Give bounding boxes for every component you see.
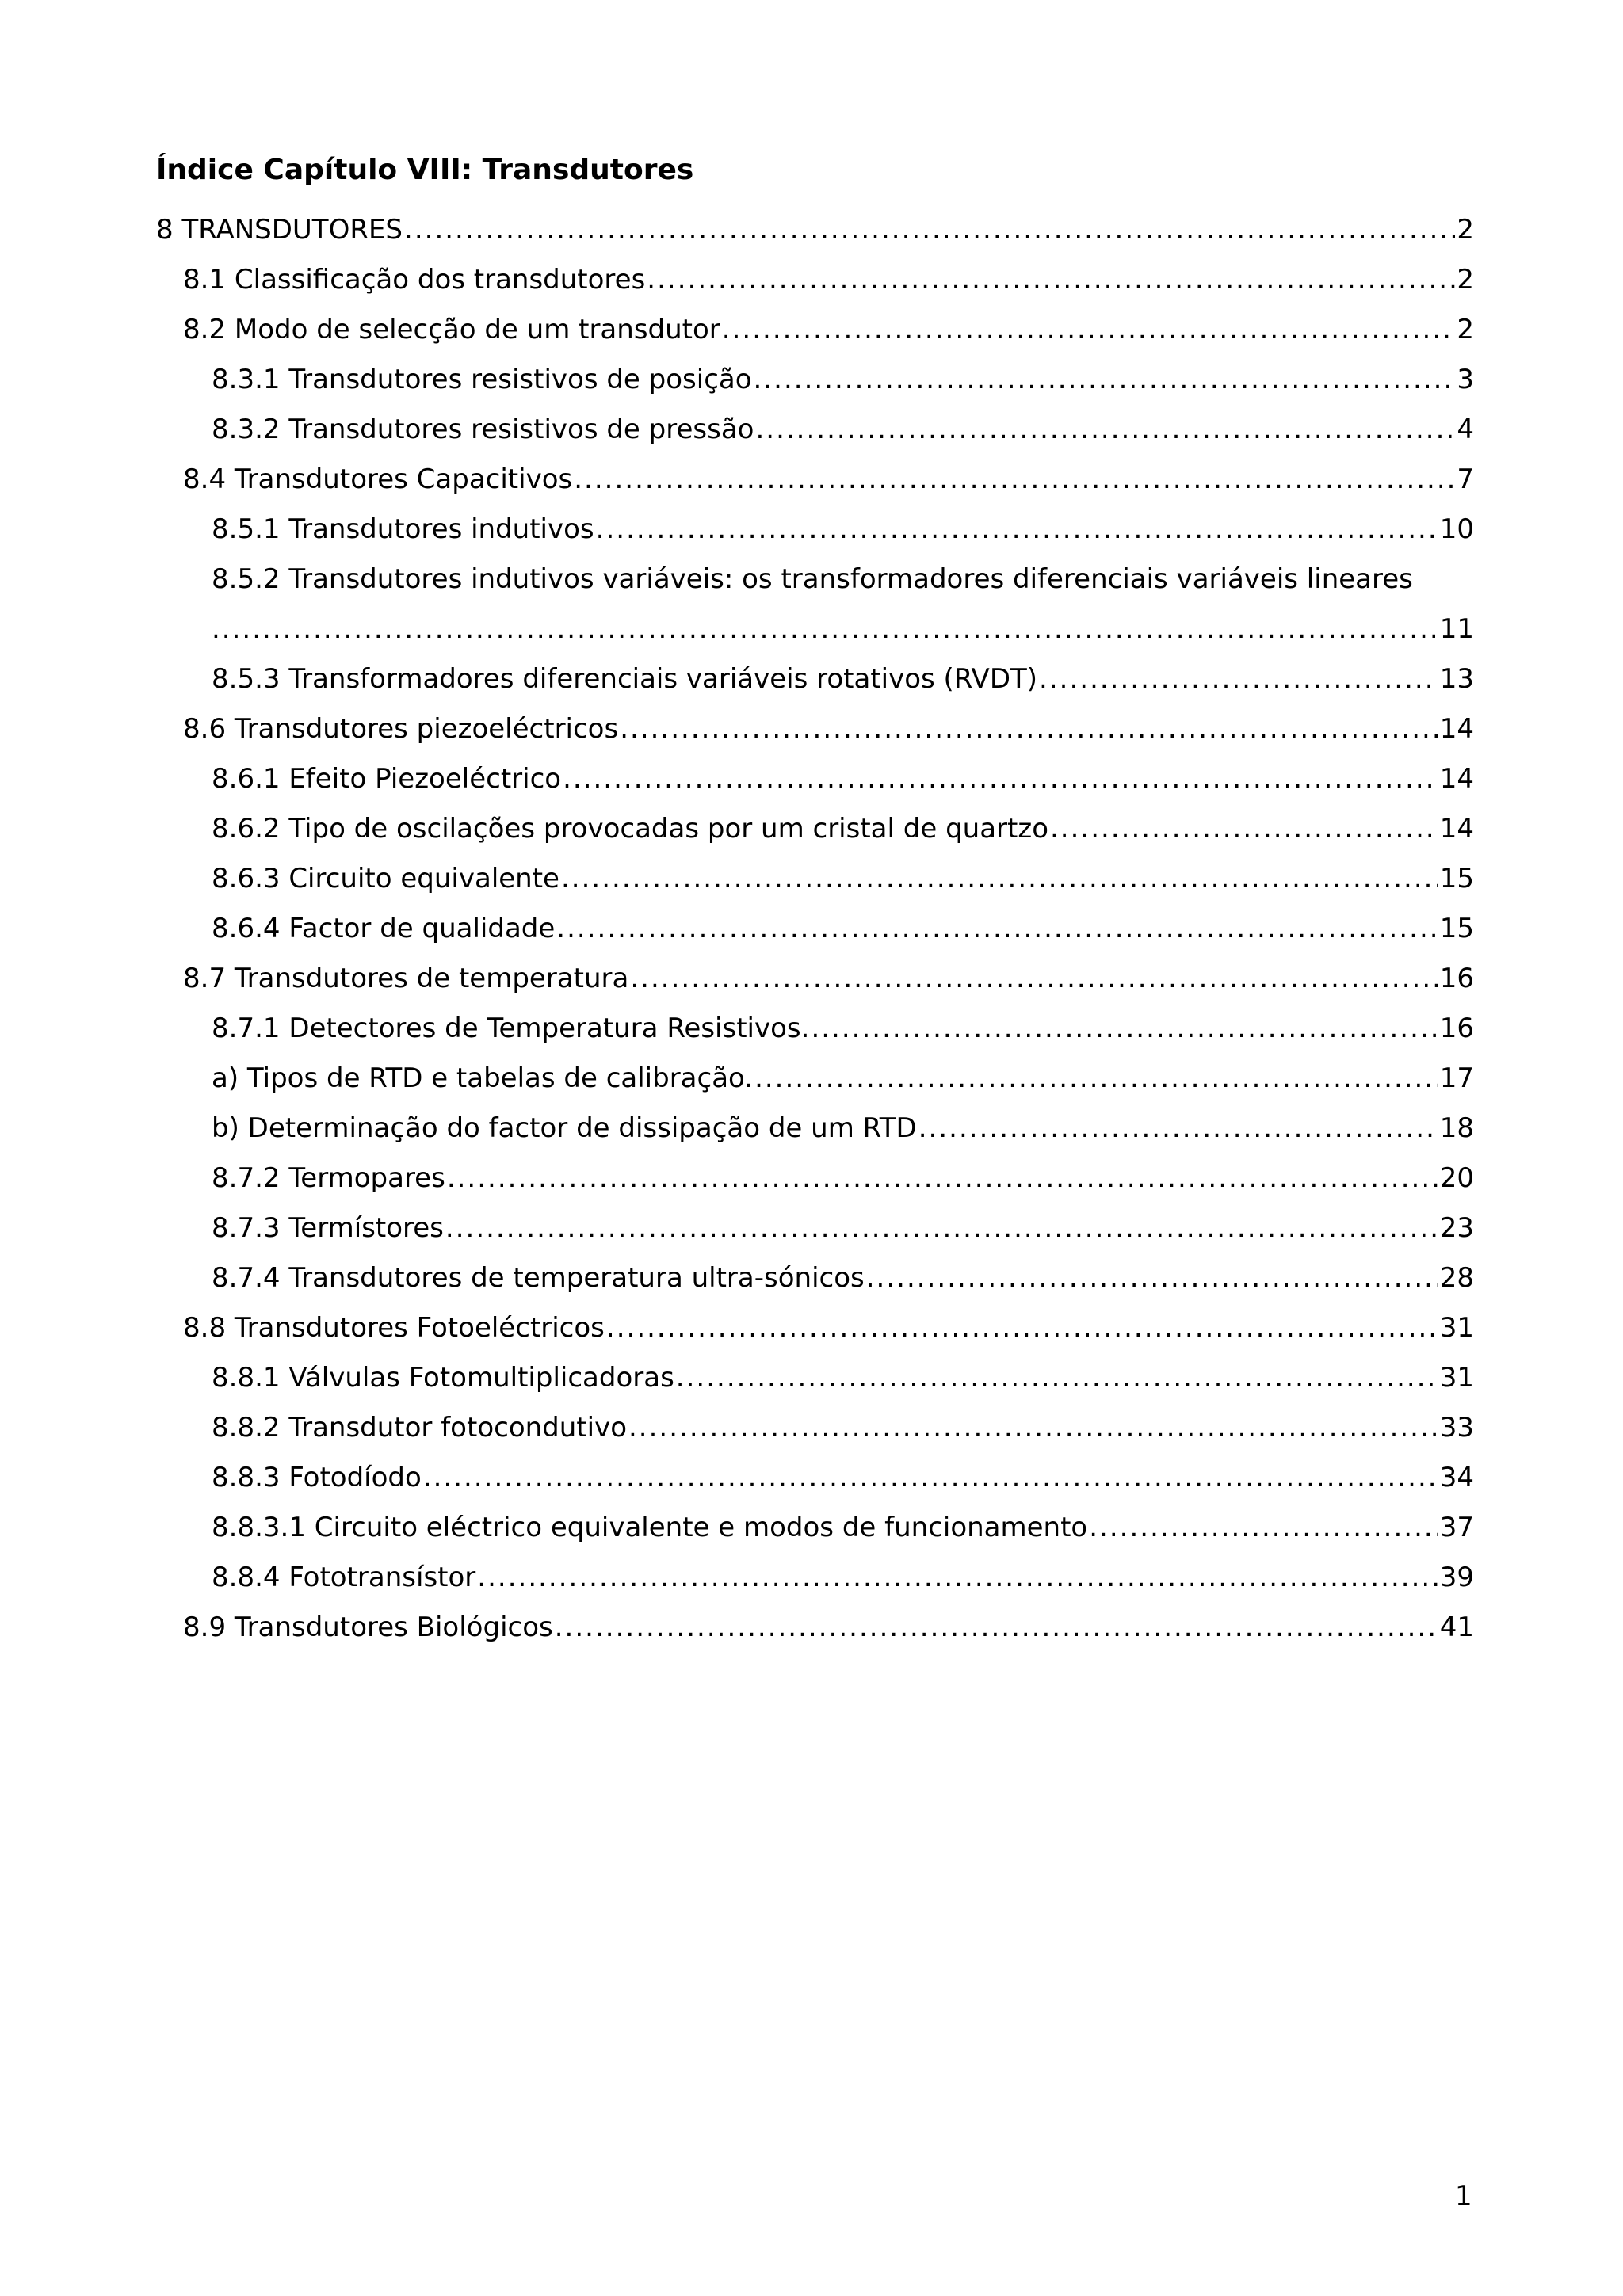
toc-entry[interactable] — [156, 1154, 1474, 1203]
toc-entry-label: a) Tipos de RTD e tabelas de calibração. — [212, 1062, 754, 1094]
toc-entry[interactable] — [156, 1503, 1474, 1553]
toc-entry-page: 14 — [1439, 713, 1474, 745]
toc-entry[interactable] — [156, 804, 1474, 854]
toc-entry-page: 4 — [1457, 414, 1474, 445]
dot-leader — [563, 754, 1438, 804]
toc-entry-label: 8.1 Classificação dos transdutores — [183, 264, 646, 296]
page-title: Índice Capítulo VIII: Transdutores — [156, 154, 694, 186]
toc-entry-page: 28 — [1439, 1262, 1474, 1294]
toc-entry-page: 23 — [1439, 1212, 1474, 1244]
dot-leader — [1089, 1503, 1438, 1553]
toc-entry-label: 8.5.3 Transformadores diferenciais variáveis rotativos (RVDT) — [212, 663, 1038, 695]
toc-entry[interactable] — [156, 1553, 1474, 1603]
dot-leader — [556, 904, 1438, 954]
toc-entry-label: 8.3.2 Transdutores resistivos de pressão — [212, 414, 754, 445]
dot-leader — [1039, 654, 1438, 704]
toc-entry[interactable] — [156, 904, 1474, 954]
toc-entry-page: 16 — [1439, 963, 1474, 994]
toc-entry-label: 8.8.3 Fotodíodo — [212, 1462, 422, 1493]
toc-entry-label: 8.3.1 Transdutores resistivos de posição — [212, 364, 752, 395]
dot-leader — [555, 1603, 1438, 1653]
toc-entry-label: 8.7.2 Termopares — [212, 1162, 445, 1194]
toc-entry[interactable] — [156, 1453, 1474, 1503]
toc-entry-label: 8.4 Transdutores Capacitivos — [183, 463, 573, 495]
toc-entry-page: 10 — [1439, 513, 1474, 545]
toc-entry[interactable] — [156, 1403, 1474, 1453]
toc-entry[interactable] — [156, 1203, 1474, 1253]
toc-entry-page: 15 — [1439, 913, 1474, 944]
toc-entry-page: 7 — [1457, 463, 1474, 495]
toc-entry-label: 8.6.1 Efeito Piezoeléctrico — [212, 763, 562, 795]
toc-entry[interactable] — [156, 505, 1474, 555]
dot-leader — [477, 1553, 1438, 1603]
toc-entry-page: 16 — [1439, 1013, 1474, 1044]
toc-entry[interactable] — [156, 954, 1474, 1004]
dot-leader — [404, 205, 1455, 255]
toc-entry-label: 8.5.2 Transdutores indutivos variáveis: os transformadores diferenciais variáveis lineares — [212, 563, 1413, 595]
toc-entry-label: 8.6.4 Factor de qualidade — [212, 913, 556, 944]
toc-entry-label: 8.6.3 Circuito equivalente — [212, 863, 559, 894]
dot-leader — [754, 355, 1456, 405]
dot-leader — [722, 305, 1456, 355]
toc-entry-page: 14 — [1439, 813, 1474, 845]
toc-entry-label: 8.2 Modo de selecção de um transdutor — [183, 314, 720, 345]
dot-leader — [423, 1453, 1438, 1503]
dot-leader — [574, 455, 1455, 505]
toc-entry-label: 8.7 Transdutores de temperatura — [183, 963, 629, 994]
toc-entry[interactable] — [156, 1253, 1474, 1303]
toc-entry-page: 31 — [1439, 1362, 1474, 1394]
toc-entry-label: 8 TRANSDUTORES — [156, 214, 403, 246]
dot-leader — [628, 1403, 1438, 1453]
toc-entry[interactable] — [156, 205, 1474, 255]
toc-entry-page: 3 — [1457, 364, 1474, 395]
dot-leader — [755, 405, 1455, 455]
dot-leader — [596, 505, 1438, 555]
toc-entry-continuation[interactable] — [156, 605, 1474, 654]
toc-entry-page: 13 — [1439, 663, 1474, 695]
toc-entry-page: 11 — [1439, 613, 1474, 645]
toc-entry[interactable] — [156, 1303, 1474, 1353]
dot-leader — [676, 1353, 1438, 1403]
toc-entry[interactable] — [156, 704, 1474, 754]
toc-entry-label: 8.9 Transdutores Biológicos — [183, 1611, 553, 1643]
toc-entry-page: 34 — [1439, 1462, 1474, 1493]
toc-entry[interactable] — [156, 255, 1474, 305]
toc-container — [156, 154, 1474, 1653]
toc-entry-page: 41 — [1439, 1611, 1474, 1643]
toc-entry-page: 14 — [1439, 763, 1474, 795]
toc-entry[interactable] — [156, 355, 1474, 405]
toc-entry[interactable] — [156, 654, 1474, 704]
toc-entry[interactable] — [156, 854, 1474, 904]
toc-entry-page: 2 — [1457, 314, 1474, 345]
toc-list — [156, 205, 1474, 1653]
toc-entry-page: 39 — [1439, 1562, 1474, 1593]
dot-leader — [1050, 804, 1438, 854]
dot-leader — [630, 954, 1438, 1004]
toc-entry-label: 8.8.1 Válvulas Fotomultiplicadoras — [212, 1362, 674, 1394]
toc-entry-label: 8.8.4 Fototransístor — [212, 1562, 476, 1593]
toc-entry-label: 8.6 Transdutores piezoeléctricos — [183, 713, 619, 745]
dot-leader — [647, 255, 1455, 305]
toc-entry[interactable] — [156, 1603, 1474, 1653]
toc-entry[interactable] — [156, 405, 1474, 455]
toc-entry-label: 8.7.4 Transdutores de temperatura ultra-sónicos — [212, 1262, 865, 1294]
toc-entry[interactable] — [156, 1353, 1474, 1403]
dot-leader — [447, 1154, 1438, 1203]
toc-entry-page: 17 — [1439, 1062, 1474, 1094]
toc-entry-label: 8.6.2 Tipo de oscilações provocadas por um cristal de quartzo — [212, 813, 1048, 845]
toc-entry-page: 31 — [1439, 1312, 1474, 1344]
toc-entry[interactable] — [156, 754, 1474, 804]
dot-leader — [212, 605, 1438, 654]
toc-entry[interactable] — [156, 1004, 1474, 1054]
page-number: 1 — [1455, 2180, 1472, 2212]
toc-entry[interactable] — [156, 555, 1474, 605]
toc-entry-label: 8.5.1 Transdutores indutivos — [212, 513, 594, 545]
toc-entry[interactable] — [156, 1104, 1474, 1154]
toc-entry-page: 18 — [1439, 1112, 1474, 1144]
dot-leader — [811, 1004, 1438, 1054]
toc-entry-label: 8.7.1 Detectores de Temperatura Resistivos. — [212, 1013, 810, 1044]
toc-entry-label: 8.7.3 Termístores — [212, 1212, 444, 1244]
toc-entry[interactable] — [156, 455, 1474, 505]
toc-entry[interactable] — [156, 305, 1474, 355]
toc-entry-page: 15 — [1439, 863, 1474, 894]
toc-entry-page: 33 — [1439, 1412, 1474, 1444]
dot-leader — [445, 1203, 1438, 1253]
toc-entry-label: 8.8 Transdutores Fotoeléctricos — [183, 1312, 605, 1344]
toc-entry-label: 8.8.3.1 Circuito eléctrico equivalente e modos de funcionamento — [212, 1512, 1088, 1543]
dot-leader — [620, 704, 1438, 754]
toc-entry-label: 8.8.2 Transdutor fotocondutivo — [212, 1412, 627, 1444]
toc-entry-page: 20 — [1439, 1162, 1474, 1194]
toc-entry-page: 2 — [1457, 214, 1474, 246]
dot-leader — [754, 1054, 1438, 1104]
dot-leader — [606, 1303, 1438, 1353]
dot-leader — [561, 854, 1438, 904]
dot-leader — [866, 1253, 1438, 1303]
toc-entry-page: 2 — [1457, 264, 1474, 296]
toc-entry-label: b) Determinação do factor de dissipação de um RTD — [212, 1112, 917, 1144]
toc-entry-page: 37 — [1439, 1512, 1474, 1543]
dot-leader — [918, 1104, 1438, 1154]
toc-entry[interactable] — [156, 1054, 1474, 1104]
